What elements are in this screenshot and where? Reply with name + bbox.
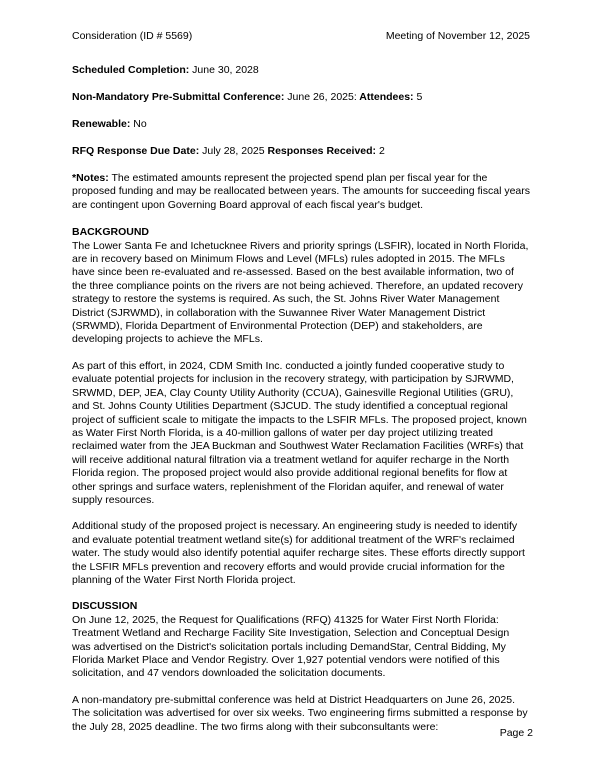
field-value-attendees: 5 xyxy=(413,91,423,103)
header-consideration-id: Consideration (ID # 5569) xyxy=(72,30,193,42)
field-scheduled-completion xyxy=(72,64,530,77)
field-value: June 30, 2028 xyxy=(189,64,259,76)
document-body xyxy=(72,30,530,734)
field-value: No xyxy=(130,118,147,130)
section-discussion xyxy=(72,600,530,734)
paragraph: Additional study of the proposed project is necessary. An engineering study is needed to identify and evaluate potential treatment wetland site(s) for additional treatment of the WRF's reclaimed water. The study would also identify potential aquifer recharge sites. These efforts directly support the LSFIR MFLs prevention and recovery efforts and would provide crucial information for the planning of the Water First North Florida project. xyxy=(72,520,525,586)
field-value: June 26, 2025: xyxy=(284,91,357,103)
field-label: Renewable: xyxy=(72,118,131,130)
paragraph: The Lower Santa Fe and Ichetucknee Rivers and priority springs (LSFIR), located in North Florida, are in recovery based on Minimum Flows and Level (MFLs) rules adopted in 2015. The MFLs have since been re-evaluated and re-assessed. Based on the best available information, two of the three compliance points on the rivers are not being achieved. Therefore, an updated recovery strategy to restore the systems is required. As such, the St. Johns River Water Management District (SJRWMD), in collaboration with the Suwannee River Water Management District (SRWMD), Florida Department of Environmental Protection (DEP) and stakeholders, are developing projects to achieve the MFLs. xyxy=(72,239,529,346)
paragraph: On June 12, 2025, the Request for Qualifications (RFQ) 41325 for Water First North Florida: Treatment Wetland and Recharge Facility Site Investigation, Selection and Conceptual Design was advertised on the District's solicitation portals including DemandStar, Central Bidding, My Florida Market Place and Vendor Registry. Over 1,927 potential vendors were notified of this solicitation, and 47 vendors downloaded the solicitation documents. xyxy=(72,613,510,680)
paragraph: As part of this effort, in 2024, CDM Smith Inc. conducted a jointly funded cooperative study to evaluate potential projects for inclusion in the recovery strategy, with participation by SJRWMD, SRWMD, DEP, JEA, Clay County Utility Authority (CCUA), Gainesville Regional Utilities (GRU), and St. Johns County Utilities Department (SJCUD. The study identified a conceptual regional project of sufficient scale to mitigate the impacts to the LSFIR MFLs. The proposed project, known as Water First North Florida, is a 40-million gallons of water per day project utilizing treated reclaimed water from the JEA Buckman and Southwest Water Reclamation Facilities (WRFs) that will receive additional natural filtration via a treatment wetland for aquifer recharge in the North Florida region. The proposed project would also provide additional regional benefits for flow at other springs and surface waters, replenishment of the Floridan aquifer, and renewal of water supply resources. xyxy=(72,359,527,506)
paragraph: A non-mandatory pre-submittal conference was held at District Headquarters on June 26, 2025. The solicitation was advertised for over six weeks. Two engineering firms submitted a response by the July 28, 2025 deadline. The two firms along with their subconsultants were: xyxy=(72,693,528,733)
field-label: Non-Mandatory Pre-Submittal Conference: xyxy=(72,91,285,103)
notes-text: The estimated amounts represent the projected spend plan per fiscal year for the proposed funding and may be reallocated between years. The amounts for succeeding fiscal years are contingent upon Governing Board approval of each fiscal year's budget. xyxy=(72,172,530,211)
section-heading-background: BACKGROUND xyxy=(72,226,149,239)
field-value: July 28, 2025 xyxy=(199,145,268,157)
field-value-responses-received: 2 xyxy=(376,145,385,157)
field-label: RFQ Response Due Date: xyxy=(72,145,200,157)
document-header xyxy=(72,30,530,43)
header-meeting-date: Meeting of November 12, 2025 xyxy=(385,30,530,42)
section-background xyxy=(72,226,530,587)
field-pre-submittal-conference xyxy=(72,91,530,104)
field-rfq-response-due-date xyxy=(72,145,530,158)
field-label-attendees: Attendees: xyxy=(356,91,414,103)
notes-label: *Notes: xyxy=(72,172,109,184)
field-label-responses-received: Responses Received: xyxy=(267,145,377,157)
page-number-footer: Page 2 xyxy=(499,727,533,739)
notes-block xyxy=(72,172,530,212)
field-renewable xyxy=(72,118,530,131)
field-label: Scheduled Completion: xyxy=(72,64,190,76)
section-heading-discussion: DISCUSSION xyxy=(72,600,138,613)
